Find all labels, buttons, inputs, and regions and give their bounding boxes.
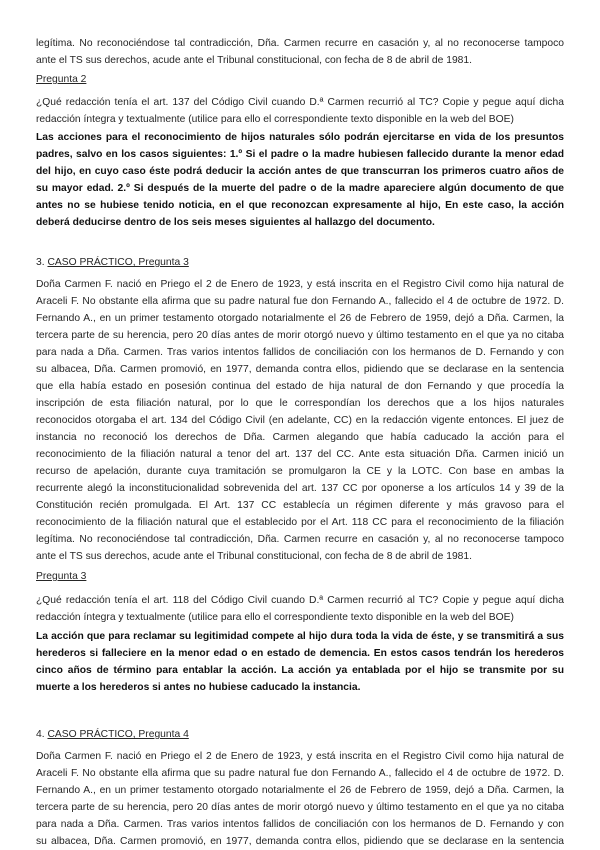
section-3-heading (36, 254, 564, 271)
text-line: redacción íntegra y textualmente (utilice para ello el correspondiente texto disponible en la web del BOE) (36, 114, 514, 125)
text-line: Las acciones para el reconocimiento de hijos naturales sólo podrán ejercitarse en vida de los presuntos (36, 132, 564, 143)
text-line: padres, salvo en los casos siguientes: 1.º Si el padre o la madre hubiesen fallecido durante la menor edad (36, 149, 564, 160)
text-line: antes no se hubiese tenido noticia, en el que reconozcan expresamente al hijo, En este caso, la acción (36, 200, 564, 211)
answer-2 (36, 129, 564, 231)
text-line: reconocimiento de la filiación natural a tenor del art. 137 del CC. Ante esta situación Dña. Carmen inició un (36, 449, 564, 460)
section-title: CASO PRÁCTICO, Pregunta 4 (47, 729, 189, 740)
text-line: tercera parte de su herencia, pero 20 días antes de morir otorgó nuevo y último testamento en el que ya no citaba (36, 802, 564, 813)
section-4-heading (36, 726, 564, 743)
text-line: muerte a los herederos si antes no hubiese caducado la instancia. (36, 682, 361, 693)
text-line: ante el TS sus derechos, acude ante el Tribunal constitucional, con fecha de 8 de abril de 1981. (36, 55, 472, 66)
text-line: su albacea, Dña. Carmen promovió, en 1977, demanda contra ellos, pidiendo que se declarase en la sentencia (36, 364, 564, 375)
text-line: Doña Carmen F. nació en Priego el 2 de Enero de 1923, y está inscrita en el Registro Civil como hija natural de (36, 279, 564, 290)
text-line: para nada a Dña. Carmen. Tras varios intentos fallidos de conciliación con los hermanos de D. Fernando y con (36, 819, 564, 830)
text-line: ante el TS sus derechos, acude ante el Tribunal constitucional, con fecha de 8 de abril de 1981. (36, 551, 472, 562)
text-line: legítima. No reconociéndose tal contradicción, Dña. Carmen recurre en casación y, al no reconocerse tampoco (36, 38, 564, 49)
question-2-prompt (36, 94, 564, 128)
text-line: ¿Qué redacción tenía el art. 118 del Código Civil cuando D.ª Carmen recurrió al TC? Copie y pegue aquí dicha (36, 595, 564, 606)
text-line: ¿Qué redacción tenía el art. 137 del Código Civil cuando D.ª Carmen recurrió al TC? Copie y pegue aquí dicha (36, 97, 564, 108)
section-number: 4. (36, 729, 45, 740)
text-line: instancia no reconoció los derechos de Dña. Carmen alegando que había caducado la acción para el (36, 432, 564, 443)
text-line: herederos si falleciere en la menor edad o en estado de demencia. En estos casos tendrán los herederos (36, 648, 564, 659)
text-line: legítima. No reconociéndose tal contradicción, Dña. Carmen recurre en casación y, al no reconocerse tampoco (36, 534, 564, 545)
text-line: La acción que para reclamar su legitimidad compete al hijo dura toda la vida de éste, y se transmitirá a sus (36, 631, 564, 642)
section-number: 3. (36, 257, 45, 268)
question-heading: Pregunta 2 (36, 74, 87, 85)
text-line: Constitución recién promulgada. El Art. 137 CC establecía un régimen diferente y más gravoso para el (36, 500, 564, 511)
question-heading: Pregunta 3 (36, 571, 87, 582)
text-line: Araceli F. No obstante ella afirma que su padre natural fue don Fernando A., fallecido el 4 de octubre de 1972. D. (36, 768, 564, 779)
answer-3 (36, 628, 564, 696)
text-line: cinco años de término para entablar la acción. La acción ya entablada por el hijo se transmite por su (36, 665, 564, 676)
question-3-prompt (36, 592, 564, 626)
section-title: CASO PRÁCTICO, Pregunta 3 (47, 257, 189, 268)
text-line: deberá deducirse dentro de los seis meses siguientes al hallazgo del documento. (36, 217, 435, 228)
text-line: redacción íntegra y textualmente (utilice para ello el correspondiente texto disponible en la web del BOE) (36, 612, 514, 623)
text-line: Doña Carmen F. nació en Priego el 2 de Enero de 1923, y está inscrita en el Registro Civil como hija natural de (36, 751, 564, 762)
section-4-paragraph (36, 748, 564, 850)
text-line: tercera parte de su herencia, pero 20 días antes de morir otorgó nuevo y último testamento en el que ya no citaba (36, 330, 564, 341)
question-heading-3 (36, 568, 564, 585)
text-line: reconocidos otorgaba el art. 134 del Código Civil (en adelante, CC) en la redacción vigente entonces. El juez de (36, 415, 564, 426)
section2-tail-paragraph (36, 35, 564, 69)
text-line: recurrente alegó la inconstitucionalidad sobrevenida del art. 137 CC por oponerse a los artículos 14 y 39 de la (36, 483, 564, 494)
text-line: Araceli F. No obstante ella afirma que su padre natural fue don Fernando A., fallecido el 4 de octubre de 1972. D. (36, 296, 564, 307)
text-line: Fernando A., en un primer testamento otorgado notarialmente el 26 de Febrero de 1959, dejó a Dña. Carmen, la (36, 313, 564, 324)
text-line: que ella había estado en posesión continua del estado de hija natural de don Fernando y que procedía la (36, 381, 564, 392)
text-line: Fernando A., en un primer testamento otorgado notarialmente el 26 de Febrero de 1959, dejó a Dña. Carmen, la (36, 785, 564, 796)
text-line: inscripción de esta filiación natural, por lo que le correspondían los derechos que a los hijos naturales (36, 398, 564, 409)
text-line: su mayor edad. 2.º Si después de la muerte del padre o de la madre apareciere algún documento de que (36, 183, 564, 194)
text-line: reconocimiento de la filiación natural que el establecido por el Art. 118 CC para el reconocimiento de la filiación (36, 517, 564, 528)
text-line: su albacea, Dña. Carmen promovió, en 1977, demanda contra ellos, pidiendo que se declarase en la sentencia (36, 836, 564, 847)
text-line: para nada a Dña. Carmen. Tras varios intentos fallidos de conciliación con los hermanos de D. Fernando y con (36, 347, 564, 358)
question-heading-2 (36, 71, 564, 88)
section-3-paragraph (36, 276, 564, 565)
text-line: recurso de apelación, durante cuya tramitación se promulgaron la CE y la LOTC. Con base en ambas la (36, 466, 564, 477)
text-line: del hijo, en cuyo caso éste podrá deducir la acción antes de que transcurran los primeros cuatro años de (36, 166, 564, 177)
